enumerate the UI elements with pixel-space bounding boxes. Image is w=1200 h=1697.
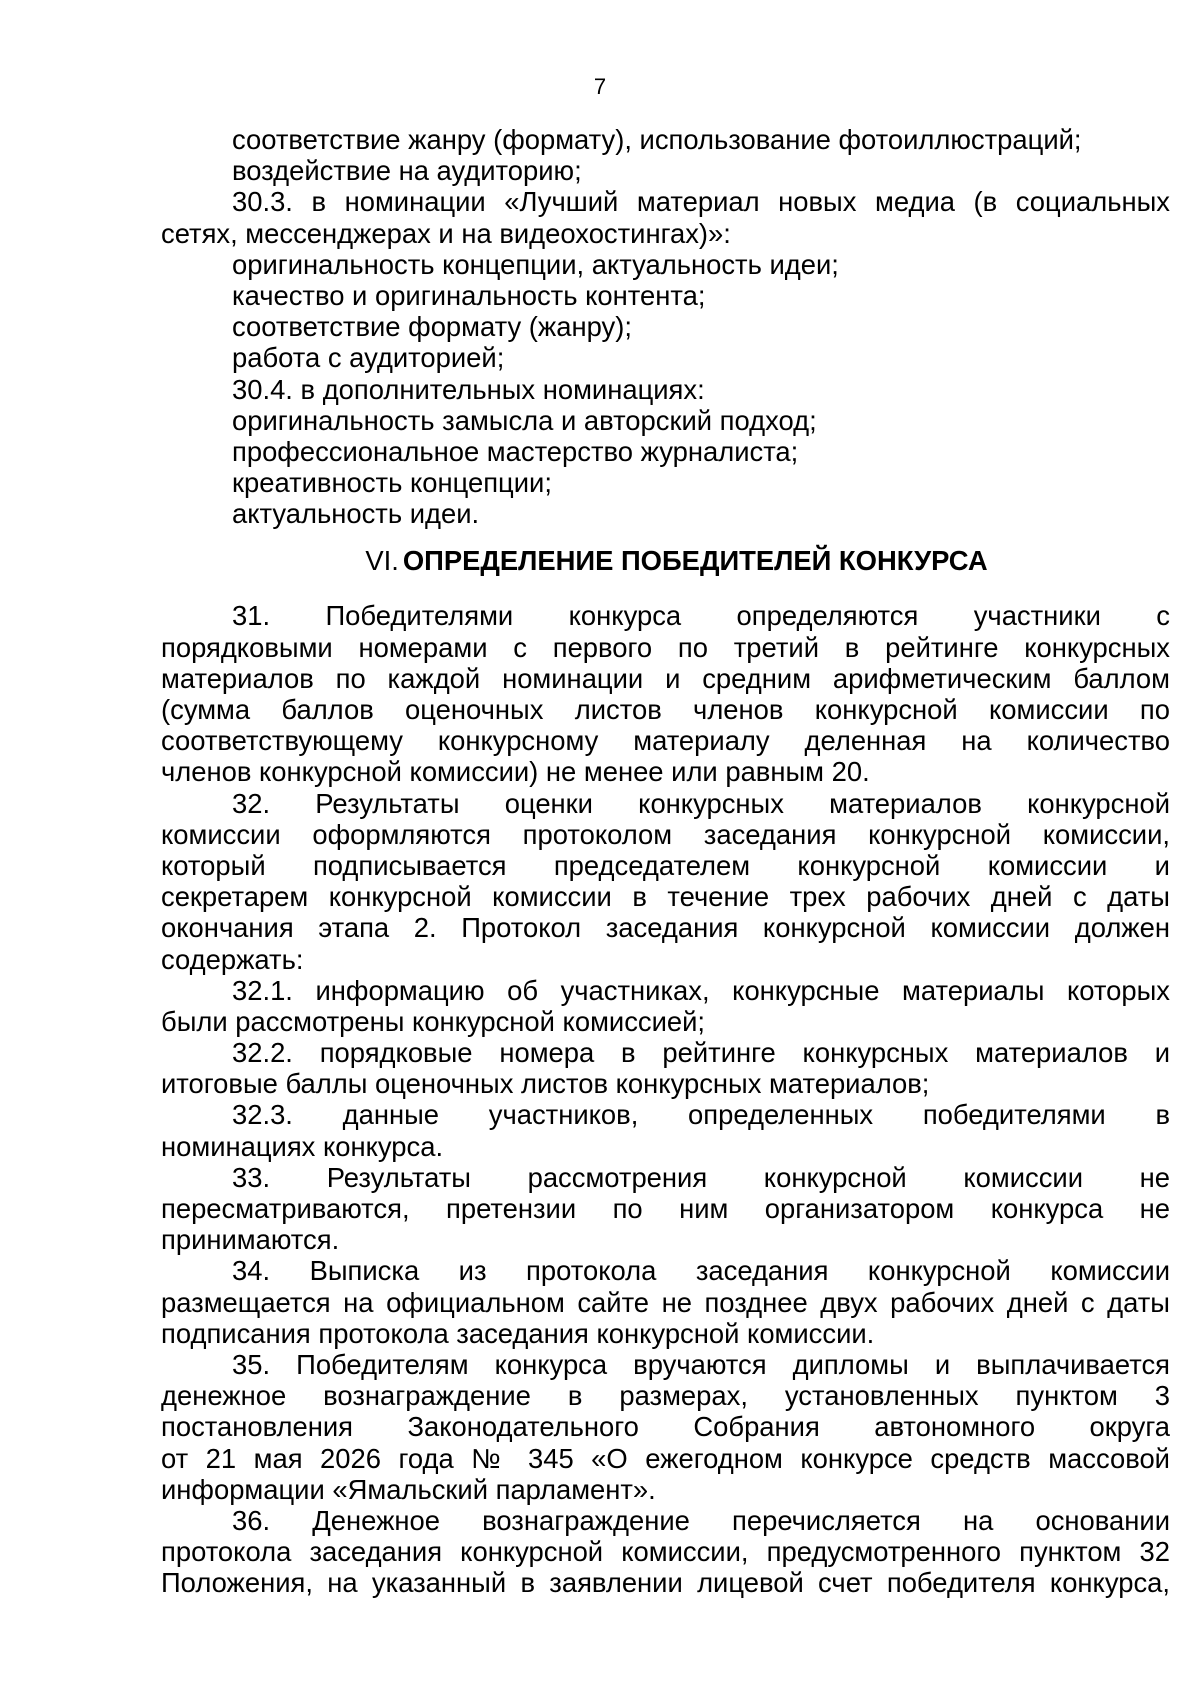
text-line: оригинальность замысла и авторский подход; xyxy=(232,404,817,436)
text-line: денежное вознаграждение в размерах, установленных пунктом 3 xyxy=(161,1380,1170,1412)
text-line: окончания этапа 2. Протокол заседания конкурсной комиссии должен xyxy=(161,912,1170,944)
text-line: воздействие на аудиторию; xyxy=(232,155,582,187)
text-line: принимаются. xyxy=(161,1224,340,1256)
text-line: соответствие формату (жанру); xyxy=(232,311,632,343)
text-line: номинациях конкурса. xyxy=(161,1130,444,1162)
page-number: 7 xyxy=(593,74,607,99)
text-line: 30.3. в номинации «Лучший материал новых медиа (в социальных xyxy=(232,186,1170,218)
text-line: (сумма баллов оценочных листов членов конкурсной комиссии по xyxy=(161,694,1170,725)
text-line: актуальность идеи. xyxy=(232,498,480,530)
section-number: VI. xyxy=(365,545,399,577)
text-line: 32.3. данные участников, определенных победителями в xyxy=(232,1099,1170,1131)
heading-spacer xyxy=(161,593,1170,600)
section-title: ОПРЕДЕЛЕНИЕ ПОБЕДИТЕЛЕЙ КОНКУРСА xyxy=(402,545,988,577)
text-line: 35. Победителям конкурса вручаются дипломы и выплачивается xyxy=(232,1348,1170,1380)
text-line: 30.4. в дополнительных номинациях: xyxy=(232,373,705,405)
text-line: который подписывается председателем конкурсной комиссии и xyxy=(161,849,1170,881)
text-line: постановления Законодательного Собрания автономного округа xyxy=(161,1411,1170,1443)
text-line: протокола заседания конкурсной комиссии, предусмотренного пунктом 32 xyxy=(161,1536,1170,1568)
text-line: 31. Победителями конкурса определяются участники с xyxy=(232,600,1170,632)
text-line: 32.2. порядковые номера в рейтинге конкурсных материалов и xyxy=(232,1037,1170,1069)
text-line: 33. Результаты рассмотрения конкурсной комиссии не xyxy=(232,1161,1170,1193)
text-line: соответствие жанру (формату), использование фотоиллюстраций; xyxy=(232,124,1082,155)
text-line: порядковыми номерами с первого по третий в рейтинге конкурсных xyxy=(161,631,1170,663)
text-line: секретарем конкурсной комиссии в течение трех рабочих дней с даты xyxy=(161,881,1170,913)
text-line: итоговые баллы оценочных листов конкурсных материалов; xyxy=(161,1068,930,1100)
text-line: 34. Выписка из протокола заседания конкурсной комиссии xyxy=(232,1255,1170,1287)
text-line: 36. Денежное вознаграждение перечисляется на основании xyxy=(232,1504,1170,1536)
text-line: креативность концепции; xyxy=(232,467,552,499)
text-line: содержать: xyxy=(161,943,304,975)
text-line: членов конкурсной комиссии) не менее или равным 20. xyxy=(161,756,870,788)
text-line: работа с аудиторией; xyxy=(232,342,505,374)
text-line: Положения, на указанный в заявлении лицевой счет победителя конкурса, xyxy=(161,1567,1170,1599)
winners-section-body xyxy=(161,600,1170,1598)
text-line: оригинальность концепции, актуальность идеи; xyxy=(232,248,839,280)
list-criteria-section xyxy=(161,124,1170,529)
text-line: подписания протокола заседания конкурсной комиссии. xyxy=(161,1317,875,1349)
text-line: материалов по каждой номинации и средним арифметическим баллом xyxy=(161,662,1170,694)
document-body xyxy=(161,124,1170,1598)
text-line: качество и оригинальность контента; xyxy=(232,279,706,311)
text-line: были рассмотрены конкурсной комиссией; xyxy=(161,1005,706,1037)
section-heading xyxy=(161,529,1170,593)
text-line: сетях, мессенджерах и на видеохостингах)»: xyxy=(161,217,731,249)
text-line: от 21 мая 2026 года № 345 «О ежегодном конкурсе средств массовой xyxy=(161,1442,1170,1474)
text-line: комиссии оформляются протоколом заседания конкурсной комиссии, xyxy=(161,818,1170,850)
text-line: профессиональное мастерство журналиста; xyxy=(232,435,799,467)
text-line: размещается на официальном сайте не позднее двух рабочих дней с даты xyxy=(161,1286,1170,1318)
text-line: соответствующему конкурсному материалу деленная на количество xyxy=(161,725,1170,757)
text-line: информации «Ямальский парламент». xyxy=(161,1473,656,1505)
text-line: 32. Результаты оценки конкурсных материалов конкурсной xyxy=(232,787,1170,819)
text-line: пересматриваются, претензии по ним организатором конкурса не xyxy=(161,1193,1170,1224)
text-line: 32.1. информацию об участниках, конкурсные материалы которых xyxy=(232,974,1170,1006)
